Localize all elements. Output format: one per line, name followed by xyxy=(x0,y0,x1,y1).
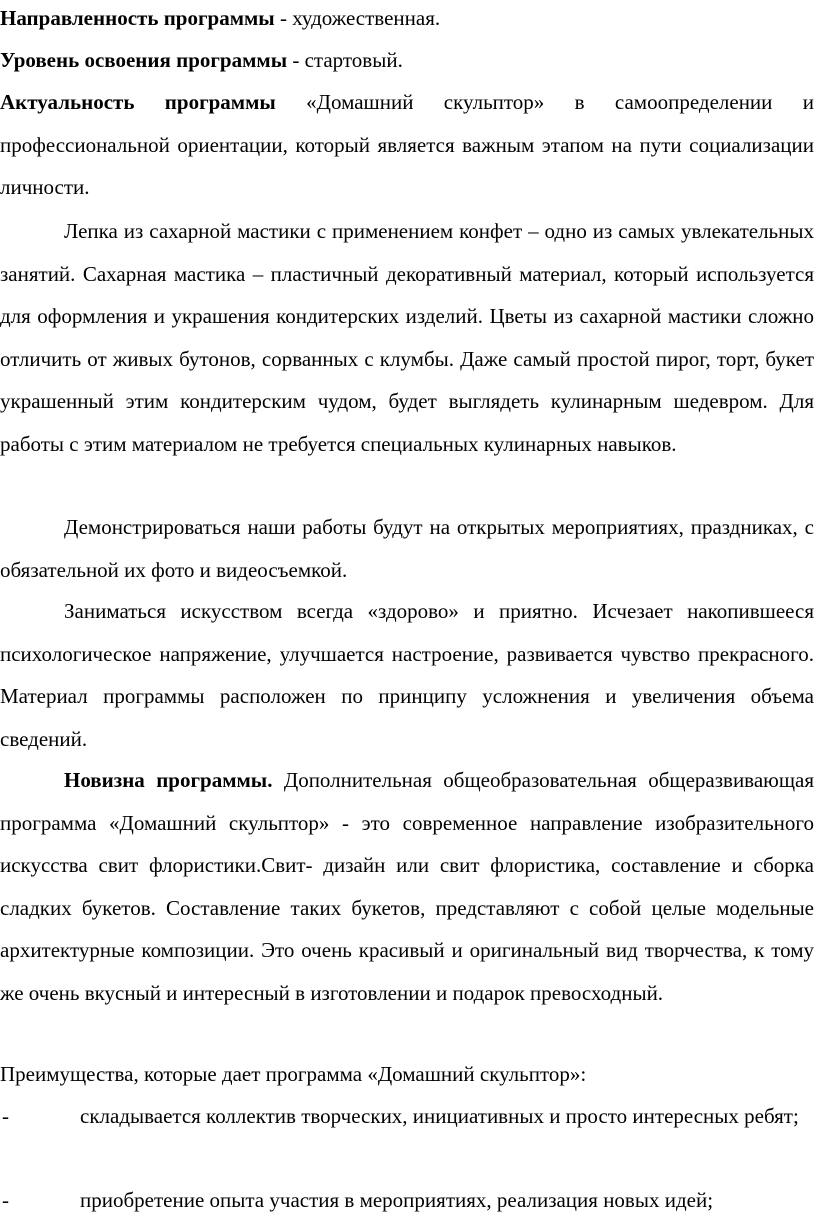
paragraph-demonstration: Демонстрироваться наши работы будут на открытых мероприятиях, праздниках, с обязательной их фото и видеосъемкой. xyxy=(0,515,814,582)
program-focus-value: - художественная. xyxy=(274,6,441,30)
list-item-text: складывается коллектив творческих, инициативных и просто интересных ребят; xyxy=(80,1104,799,1128)
list-item xyxy=(0,1095,814,1138)
program-level-value: - стартовый. xyxy=(287,48,403,72)
program-relevance-text: «Домашний скульптор» в самоопределении и профессиональной ориентации, который является важным этапом на пути социализации личности. xyxy=(0,90,814,199)
program-relevance-label: Актуальность программы xyxy=(0,90,276,114)
program-relevance xyxy=(0,81,814,209)
program-level-label: Уровень освоения программы xyxy=(0,48,288,72)
list-bullet: - xyxy=(2,1188,9,1212)
program-focus-label: Направленность программы xyxy=(0,6,275,30)
list-item-text: приобретение опыта участия в мероприятиях, реализация новых идей; xyxy=(80,1188,714,1212)
advantages-intro: Преимущества, которые дает программа «Домашний скульптор»: xyxy=(0,1062,587,1086)
program-level xyxy=(0,39,814,82)
list-item xyxy=(0,1179,814,1222)
list-bullet: - xyxy=(2,1104,9,1128)
program-novelty-label: Новизна программы. xyxy=(64,768,273,792)
program-novelty xyxy=(0,759,814,1014)
paragraph-art-benefits: Заниматься искусством всегда «здорово» и приятно. Исчезает накопившееся психологическое напряжение, улучшается настроение, развивается чувство прекрасного. Материал программы расположен по принципу усложнения и увеличения объема сведений. xyxy=(0,599,814,751)
program-novelty-text: Дополнительная общеобразовательная общеразвивающая программа «Домашний скульптор» - это современное направление изобразительного искусства свит флористики.Свит- дизайн или свит флористика, составление и сборка сладких букетов. Составление таких букетов, представляют с собой целые модельные архитектурные композиции. Это очень красивый и оригинальный вид творчества, к тому же очень вкусный и интересный в изготовлении и подарок превосходный. xyxy=(0,768,814,1005)
program-focus xyxy=(0,0,814,40)
paragraph-fondant: Лепка из сахарной мастики с применением конфет – одно из самых увлекательных занятий. Сахарная мастика – пластичный декоративный материал, который используется для оформления и украшения кондитерских изделий. Цветы из сахарной мастики сложно отличить от живых бутонов, сорванных с клумбы. Даже самый простой пирог, торт, букет украшенный этим кондитерским чудом, будет выглядеть кулинарным шедевром. Для работы с этим материалом не требуется специальных кулинарных навыков. xyxy=(0,219,814,456)
